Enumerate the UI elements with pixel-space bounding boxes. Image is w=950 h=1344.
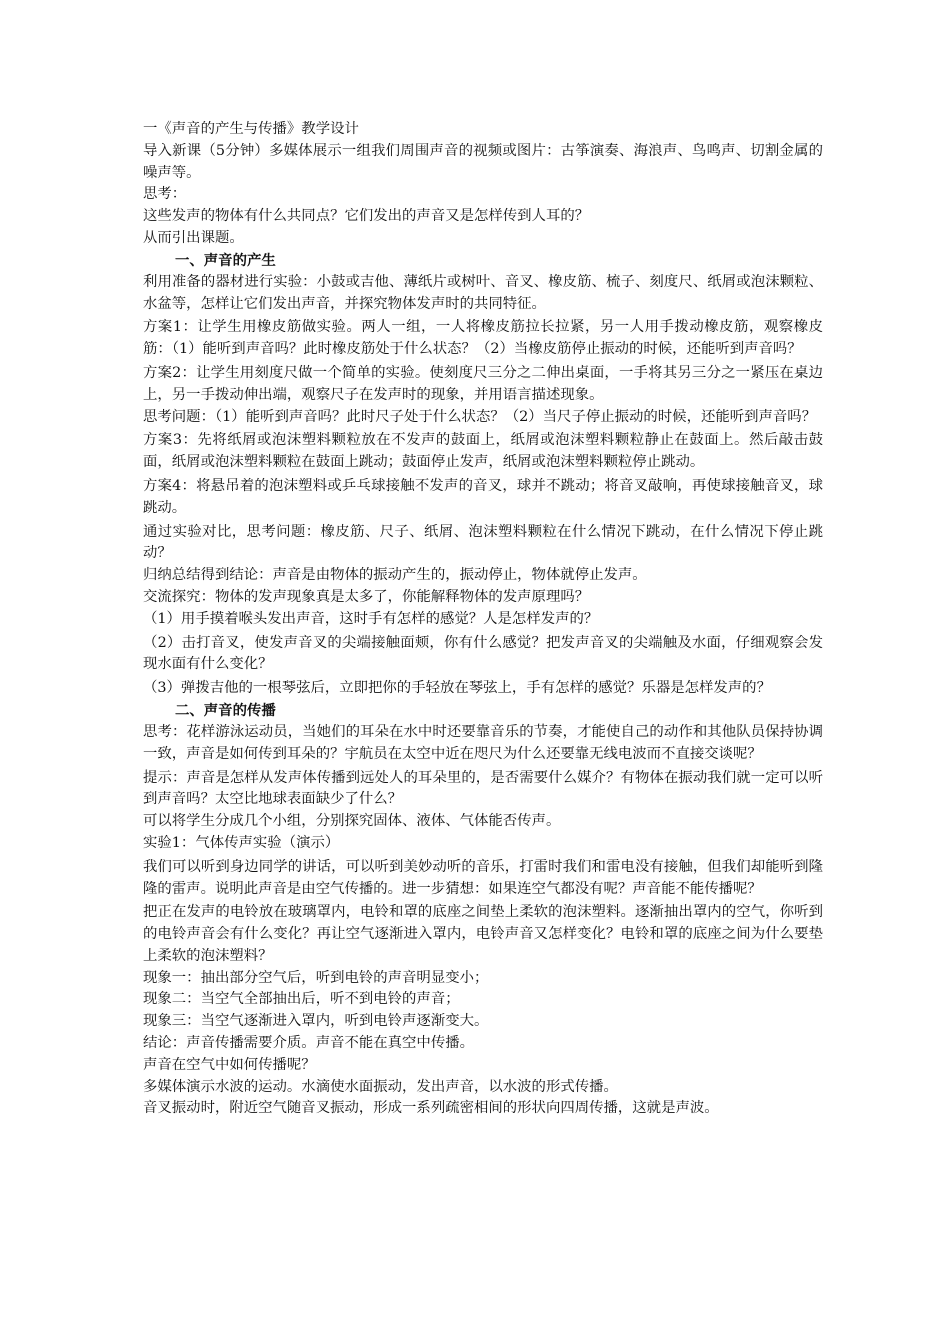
section2-paragraph: 多媒体演示水波的运动。水滴使水面振动，发出声音，以水波的形式传播。	[143, 1078, 618, 1095]
section1-paragraph: 通过实验对比，思考问题：橡皮筋、尺子、纸屑、泡沫塑料颗粒在什么情况下跳动，在什么情况下停止跳动？	[143, 523, 823, 562]
section2-paragraph: 可以将学生分成几个小组，分别探究固体、液体、气体能否传声。	[143, 813, 561, 830]
section1-paragraph: 方案4：将悬吊着的泡沫塑料或乒乓球接触不发声的音叉，球并不跳动；将音叉敲响，再使球接触音叉，球跳动。	[143, 477, 823, 516]
section2-heading: 二、声音的传播	[175, 701, 276, 719]
section1-paragraph: 交流探究：物体的发声现象真是太多了，你能解释物体的发声原理吗？	[143, 588, 590, 605]
section2-paragraph: 现象三：当空气逐渐进入罩内，听到电铃声逐渐变大。	[143, 1013, 489, 1030]
section1-heading: 一、声音的产生	[175, 251, 276, 269]
section1-paragraph: 思考问题：（1）能听到声音吗？此时尺子处于什么状态？（2）当尺子停止振动的时候，还能听到声音吗？	[143, 408, 817, 425]
section1-paragraph: 方案3：先将纸屑或泡沫塑料颗粒放在不发声的鼓面上，纸屑或泡沫塑料颗粒静止在鼓面上。然后敲击鼓面，纸屑或泡沫塑料颗粒在鼓面上跳动；鼓面停止发声，纸屑或泡沫塑料颗粒停止跳动。	[143, 432, 823, 471]
document-body	[143, 119, 823, 1120]
think-label: 思考：	[143, 186, 187, 203]
section2-paragraph: 我们可以听到身边同学的讲话，可以听到美妙动听的音乐，打雷时我们和雷电没有接触，但我们却能听到隆隆的雷声。说明此声音是由空气传播的。进一步猜想：如果连空气都没有呢？声音能不能传播呢？	[143, 858, 823, 897]
document-title: 一《声音的产生与传播》教学设计	[143, 121, 359, 137]
section1-paragraph: （3）弹拨吉他的一根琴弦后，立即把你的手轻放在琴弦上，手有怎样的感觉？乐器是怎样发声的？	[143, 680, 771, 697]
section1-paragraph: （1）用手摸着喉头发出声音，这时手有怎样的感觉？人是怎样发声的？	[143, 610, 599, 627]
intro-paragraph: 导入新课（5分钟）多媒体展示一组我们周围声音的视频或图片：古筝演奏、海浪声、鸟鸣声、切割金属的噪声等。	[143, 142, 823, 181]
section2-paragraph: 提示：声音是怎样从发声体传播到远处人的耳朵里的，是否需要什么媒介？有物体在振动我们就一定可以听到声音吗？太空比地球表面缺少了什么？	[143, 769, 823, 808]
section1-paragraph: 利用准备的器材进行实验：小鼓或吉他、薄纸片或树叶、音叉、橡皮筋、梳子、刻度尺、纸屑或泡沫颗粒、水盆等，怎样让它们发出声音，并探究物体发声时的共同特征。	[143, 273, 823, 312]
section1-paragraph: 归纳总结得到结论：声音是由物体的振动产生的，振动停止，物体就停止发声。	[143, 567, 647, 584]
section2-paragraph: 实验1：气体传声实验（演示）	[143, 834, 340, 851]
section2-paragraph: 声音在空气中如何传播呢？	[143, 1056, 316, 1073]
section2-paragraph: 思考：花样游泳运动员，当她们的耳朵在水中时还要靠音乐的节奏，才能使自己的动作和其他队员保持协调一致，声音是如何传到耳朵的？宇航员在太空中近在咫尺为什么还要靠无线电波而不直接交谈呢？	[143, 723, 823, 762]
lead-in: 从而引出课题。	[143, 229, 244, 246]
section1-paragraph: 方案1：让学生用橡皮筋做实验。两人一组，一人将橡皮筋拉长拉紧，另一人用手拨动橡皮筋，观察橡皮筋：（1）能听到声音吗？此时橡皮筋处于什么状态？（2）当橡皮筋停止振动的时候，还能听到声音吗？	[143, 319, 823, 358]
section1-paragraph: （2）击打音叉，使发声音叉的尖端接触面颊，你有什么感觉？把发声音叉的尖端触及水面，仔细观察会发现水面有什么变化？	[143, 634, 823, 673]
section2-paragraph: 现象一：抽出部分空气后，听到电铃的声音明显变小；	[143, 969, 489, 986]
section2-paragraph: 音叉振动时，附近空气随音叉振动，形成一系列疏密相间的形状向四周传播，这就是声波。	[143, 1100, 719, 1117]
think-question: 这些发声的物体有什么共同点？它们发出的声音又是怎样传到人耳的？	[143, 208, 590, 225]
section2-paragraph: 把正在发声的电铃放在玻璃罩内，电铃和罩的底座之间垫上柔软的泡沫塑料。逐渐抽出罩内的空气，你听到的电铃声音会有什么变化？再让空气逐渐进入罩内，电铃声音又怎样变化？电铃和罩的底座之间为什么要垫上柔软的泡沫塑料？	[143, 904, 823, 964]
section2-paragraph: 现象二：当空气全部抽出后，听不到电铃的声音；	[143, 991, 460, 1008]
section2-paragraph: 结论：声音传播需要介质。声音不能在真空中传播。	[143, 1035, 474, 1052]
section1-paragraph: 方案2：让学生用刻度尺做一个简单的实验。使刻度尺三分之二伸出桌面，一手将其另三分之一紧压在桌边上，另一手拨动伸出端，观察尺子在发声时的现象，并用语言描述现象。	[143, 364, 823, 403]
